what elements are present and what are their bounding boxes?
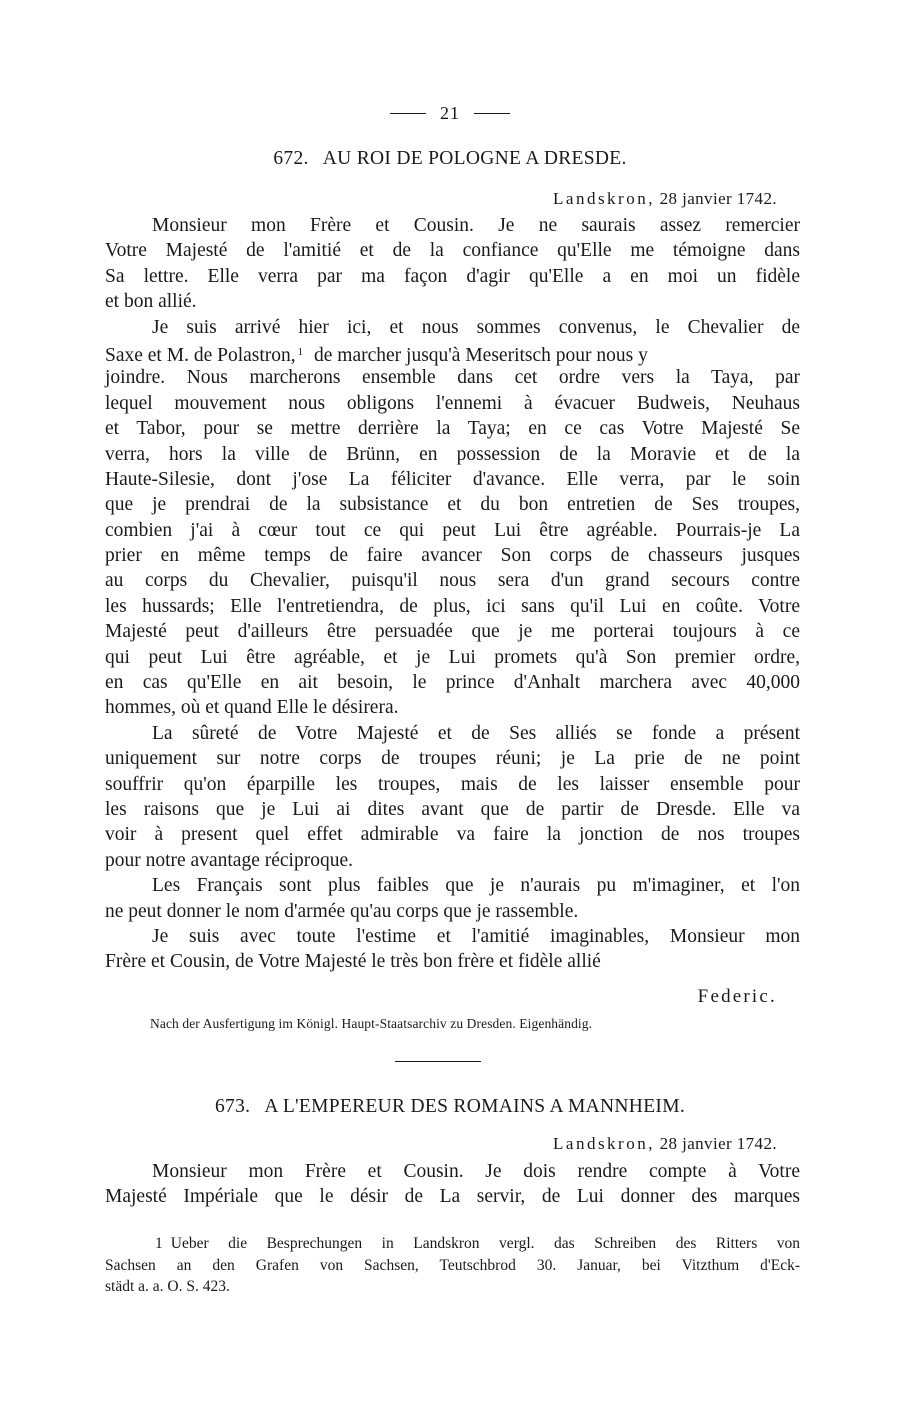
body-line-text: Les Français sont plus faibles que je n'aurais pu m'imaginer, et l'on — [152, 875, 800, 897]
body-line — [105, 746, 800, 771]
footnote-reference: 1 — [297, 345, 304, 358]
body-line — [105, 899, 800, 924]
body-line — [105, 518, 800, 543]
letter-672-source-note: Nach der Ausfertigung im Königl. Haupt-Staatsarchiv zu Dresden. Eigenhändig. — [150, 1016, 593, 1031]
footnote-line — [105, 1255, 800, 1277]
body-line — [105, 772, 800, 797]
letter-672-place-date — [553, 189, 777, 209]
body-line-text: lequel mouvement nous obligons l'ennemi à évacuer Budweis, Neuhaus — [105, 392, 800, 414]
body-line — [105, 213, 800, 238]
body-line-text: les hussards; Elle l'entretiendra, de plus, ici sans qu'il Lui en coûte. Votre — [105, 595, 800, 617]
body-line — [105, 264, 800, 289]
body-line — [105, 695, 800, 720]
body-line-text: pour notre avantage réciproque. — [105, 849, 353, 871]
body-line — [105, 467, 800, 492]
body-line-text: Monsieur mon Frère et Cousin. Je dois rendre compte à Votre — [152, 1161, 800, 1182]
body-line-text: Votre Majesté de l'amitié et de la confiance qu'Elle me témoigne dans — [105, 240, 800, 262]
letter-673-date: 28 janvier 1742. — [659, 1134, 777, 1153]
letter-673-heading — [0, 1096, 900, 1118]
footnote-line — [105, 1233, 800, 1255]
body-line — [105, 568, 800, 593]
section-separator — [395, 1061, 481, 1062]
body-line-text: les raisons que je Lui ai dites avant que de partir de Dresde. Elle va — [105, 798, 800, 820]
footnote-line-text: Sachsen an den Grafen von Sachsen, Teutschbrod 30. Januar, bei Vitzthum d'Eck- — [105, 1256, 800, 1274]
letter-673-place-date — [553, 1134, 777, 1154]
footnote-line-text: städt a. a. O. S. 423. — [105, 1278, 230, 1295]
body-line — [105, 721, 800, 746]
body-line — [105, 619, 800, 644]
body-line-text: souffrir qu'on éparpille les troupes, mais de les laisser ensemble pour — [105, 773, 800, 795]
body-line-text: Sa lettre. Elle verra par ma façon d'agir qu'Elle a en moi un fidèle — [105, 265, 800, 287]
page-number — [0, 103, 900, 124]
body-line — [105, 238, 800, 263]
body-line-text: voir à present quel effet admirable va faire la jonction de nos troupes — [105, 824, 800, 846]
body-line — [105, 848, 800, 873]
body-line-text: Majesté Impériale que le désir de La servir, de Lui donner des marques — [105, 1186, 800, 1208]
footnote-line-text: Ueber die Besprechungen in Landskron vergl. das Schreiben des Ritters von — [170, 1235, 800, 1252]
body-line — [105, 822, 800, 847]
body-line — [105, 543, 800, 568]
letter-673-title: A L'EMPEREUR DES ROMAINS A MANNHEIM. — [264, 1096, 686, 1117]
body-line-text: La sûreté de Votre Majesté et de Ses alliés se fonde a présent — [152, 722, 800, 744]
letter-672-signature: Federic. — [697, 986, 777, 1007]
letter-672-number: 672. — [273, 148, 309, 169]
letter-673-place: Landskron, — [553, 1134, 655, 1153]
body-line-text: prier en même temps de faire avancer Son corps de chasseurs jusques — [105, 545, 800, 567]
body-line-text: que je prendrai de la subsistance et du bon entretien de Ses troupes, — [105, 494, 800, 516]
letter-672-date: 28 janvier 1742. — [659, 189, 777, 208]
letter-673-number: 673. — [214, 1096, 251, 1117]
page-number-rule-left — [390, 113, 426, 114]
letter-672-title: AU ROI DE POLOGNE A DRESDE. — [322, 148, 627, 169]
body-line-text: Frère et Cousin, de Votre Majesté le très bon frère et fidèle allié — [105, 951, 601, 973]
letter-672-heading — [0, 148, 900, 170]
body-line-text: combien j'ai à cœur tout ce qui peut Lui être agréable. Pourrais-je La — [105, 519, 800, 541]
body-line-text: et bon allié. — [105, 291, 197, 313]
body-line-text: Monsieur mon Frère et Cousin. Je ne saurais assez remercier — [152, 215, 800, 236]
body-line-text: Saxe et M. de Polastron, — [105, 344, 296, 366]
body-line-text: qui peut Lui être agréable, et je Lui promets qu'à Son premier ordre, — [105, 646, 800, 668]
footnote-line — [105, 1276, 800, 1298]
footnote-marker: 1 — [155, 1235, 163, 1252]
body-line — [105, 645, 800, 670]
body-line — [105, 924, 800, 949]
body-line-text: ne peut donner le nom d'armée qu'au corps que je rassemble. — [105, 900, 579, 922]
body-line — [105, 289, 800, 314]
body-line — [105, 315, 800, 340]
letter-672-place: Landskron, — [553, 189, 655, 208]
body-line-text: Majesté peut d'ailleurs être persuadée que je me porterai toujours à ce — [105, 621, 800, 643]
body-line — [105, 873, 800, 898]
letter-673-body — [105, 1159, 800, 1210]
letter-672-body — [105, 213, 800, 975]
body-line-text: verra, hors la ville de Brünn, en possession de la Moravie et de la — [105, 443, 800, 465]
body-line-text: hommes, où et quand Elle le désirera. — [105, 697, 399, 719]
body-line — [105, 797, 800, 822]
body-line — [105, 416, 800, 441]
body-line-text: Je suis arrivé hier ici, et nous sommes convenus, le Chevalier de — [152, 316, 800, 338]
body-line — [105, 492, 800, 517]
body-line-text: Haute-Silesie, dont j'ose La féliciter d'avance. Elle verra, par le soin — [105, 468, 800, 490]
body-line — [105, 949, 800, 974]
body-line — [105, 365, 800, 390]
body-line — [105, 1159, 800, 1184]
body-line-text: et Tabor, pour se mettre derrière la Taya; en ce cas Votre Majesté Se — [105, 418, 800, 440]
body-line — [105, 391, 800, 416]
body-line-text: de marcher jusqu'à Meseritsch pour nous y — [314, 344, 648, 366]
body-line — [105, 442, 800, 467]
page-number-rule-right — [474, 113, 510, 114]
body-line-text: joindre. Nous marcherons ensemble dans cet ordre vers la Taya, par — [105, 367, 800, 389]
body-line-text: Je suis avec toute l'estime et l'amitié imaginables, Monsieur mon — [152, 925, 800, 947]
body-line-text: uniquement sur notre corps de troupes réuni; je La prie de ne point — [105, 748, 800, 770]
footnote — [105, 1233, 800, 1298]
body-line — [105, 340, 800, 365]
body-line-text: en cas qu'Elle en ait besoin, le prince d'Anhalt marchera avec 40,000 — [105, 672, 800, 694]
body-line — [105, 670, 800, 695]
body-line — [105, 1184, 800, 1209]
body-line-text: au corps du Chevalier, puisqu'il nous sera d'un grand secours contre — [105, 570, 800, 592]
body-line — [105, 594, 800, 619]
page-number-text: 21 — [440, 103, 460, 123]
